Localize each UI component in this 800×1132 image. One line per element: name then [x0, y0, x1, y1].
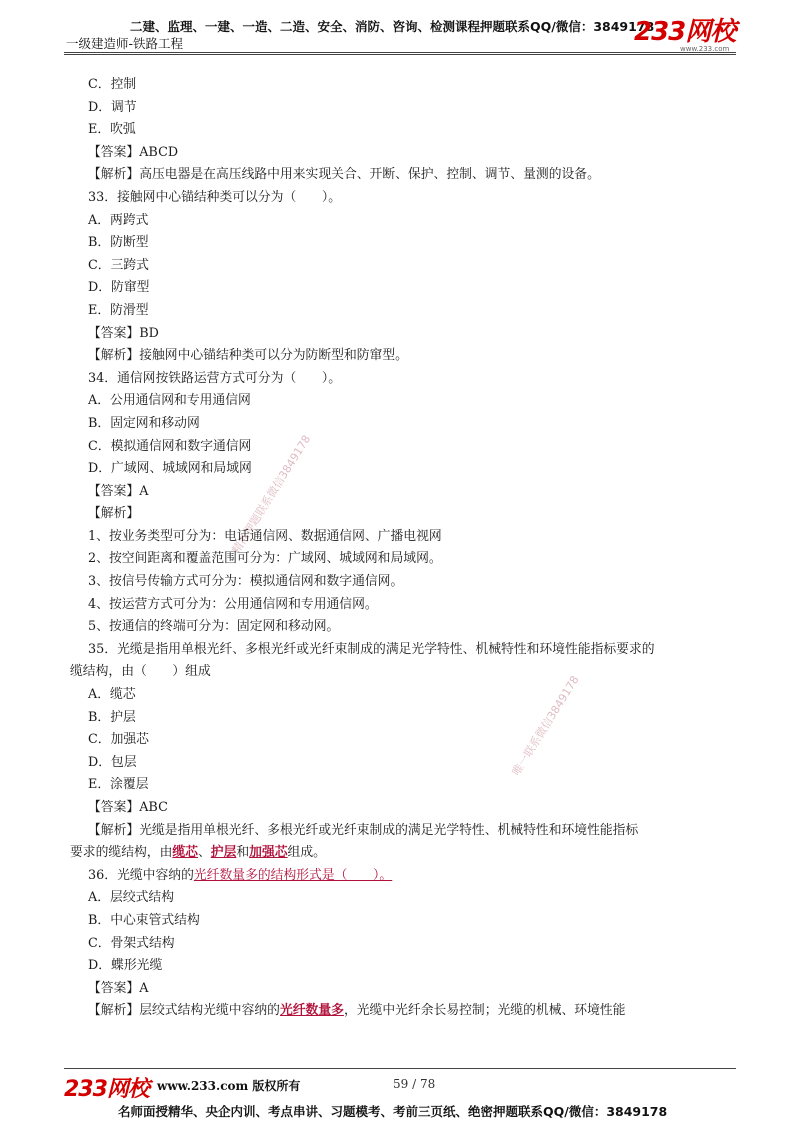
text: 、 — [197, 845, 211, 861]
footer-divider — [64, 1068, 736, 1069]
option-line: E．防滑型 — [88, 302, 149, 318]
option-line: C．骨架式结构 — [88, 935, 175, 951]
explanation-cont — [70, 842, 740, 865]
question-36 — [70, 865, 740, 888]
explanation-item: 2、按空间距离和覆盖范围可分为：广域网、城域网和局域网。 — [88, 551, 442, 567]
option-line: B．中心束管式结构 — [88, 912, 200, 928]
brand-logo[interactable]: 233网校 — [634, 17, 736, 47]
explanation-line: 【解析】接触网中心锚结种类可以分为防断型和防窜型。 — [88, 348, 408, 364]
question-34: 34．通信网按铁路运营方式可分为（ ）。 — [88, 370, 342, 386]
option-line: B．防断型 — [88, 235, 149, 251]
option-line: C．控制 — [88, 77, 137, 92]
answer-line: 【答案】A — [88, 980, 149, 996]
option-line: E．吹弧 — [88, 122, 136, 138]
option-line: C．加强芯 — [88, 732, 149, 748]
text: 36．光缆中容纳的 — [88, 867, 194, 883]
option-line: B．护层 — [88, 709, 136, 725]
option-line: A．两跨式 — [88, 212, 149, 228]
header-divider — [64, 52, 736, 53]
answer-line: 【答案】ABC — [88, 800, 168, 815]
explanation-item: 4、按运营方式可分为：公用通信网和专用通信网。 — [88, 596, 378, 612]
explanation-item: 1、按业务类型可分为：电话通信网、数据通信网、广播电视网 — [88, 528, 442, 544]
option-line: D．防窜型 — [88, 280, 150, 296]
brand-url: www.233.com — [680, 45, 730, 53]
watermark-1: 精准押题联系微信3849178 — [229, 432, 314, 556]
text: 【解析】层绞式结构光缆中容纳的 — [88, 1003, 280, 1019]
explanation-line: 【解析】 — [88, 506, 140, 522]
question-33: 33．接触网中心锚结种类可以分为（ ）。 — [88, 189, 342, 205]
text: 要求的缆结构，由 — [70, 845, 173, 861]
option-line: C．模拟通信网和数字通信网 — [88, 438, 252, 454]
highlight-keyword: 护层 — [210, 845, 237, 861]
highlight-keyword: 缆芯 — [172, 845, 198, 861]
highlight-phrase: 光纤数量多的结构形式是（ ）。 — [193, 867, 393, 883]
header-divider-2 — [64, 54, 736, 55]
option-line: E．涂覆层 — [88, 777, 149, 793]
explanation-line: 【解析】高压电器是在高压线路中用来实现关合、开断、保护、控制、调节、量测的设备。 — [88, 167, 600, 183]
explanation-line — [70, 1000, 740, 1023]
header-promo-text: 二建、监理、一建、一造、二造、安全、消防、咨询、检测课程押题联系QQ/微信：3849178 — [130, 19, 655, 34]
document-body — [70, 74, 740, 1023]
option-line: B．固定网和移动网 — [88, 415, 200, 431]
page-number: 59 / 78 — [393, 1077, 436, 1091]
document-subject: 一级建造师-铁路工程 — [66, 36, 184, 51]
text: 和 — [236, 845, 250, 861]
option-line: D．包层 — [88, 754, 137, 770]
footer-promo-text: 名师面授精华、央企内训、考点串讲、习题模考、考前三页纸、绝密押题联系QQ/微信：3849178 — [118, 1104, 668, 1119]
footer-site-text: www.233.com 版权所有 — [157, 1079, 301, 1093]
highlight-keyword: 光纤数量多 — [279, 1003, 344, 1019]
option-line: A．公用通信网和专用通信网 — [88, 393, 251, 409]
option-line: A．层绞式结构 — [88, 890, 175, 906]
option-line: A．缆芯 — [88, 687, 136, 703]
explanation-line: 【解析】光缆是指用单根光纤、多根光纤或光纤束制成的满足光学特性、机械特性和环境性能指标 — [88, 822, 639, 838]
option-line: C．三跨式 — [88, 257, 149, 273]
option-line: D．广域网、城域网和局域网 — [88, 461, 252, 477]
explanation-item: 3、按信号传输方式可分为：模拟通信网和数字通信网。 — [88, 574, 404, 590]
highlight-keyword: 加强芯 — [249, 845, 288, 861]
answer-line: 【答案】ABCD — [88, 144, 179, 160]
answer-line: 【答案】A — [88, 483, 149, 499]
watermark-2: 唯一联系微信3849178 — [509, 673, 582, 778]
option-line: D．蝶形光缆 — [88, 958, 163, 974]
text: ，光缆中光纤余长易控制；光缆的机械、环境性能 — [343, 1003, 626, 1019]
answer-line: 【答案】BD — [88, 325, 159, 341]
question-35: 35．光缆是指用单根光纤、多根光纤或光纤束制成的满足光学特性、机械特性和环境性能指标要求的 — [88, 641, 655, 657]
explanation-item: 5、按通信的终端可分为：固定网和移动网。 — [88, 619, 340, 635]
text: 组成。 — [287, 845, 326, 861]
question-35-cont: 缆结构，由（ ）组成 — [70, 664, 211, 680]
footer-brand-logo[interactable]: 233网校 — [64, 1077, 149, 1102]
option-line: D．调节 — [88, 99, 137, 115]
